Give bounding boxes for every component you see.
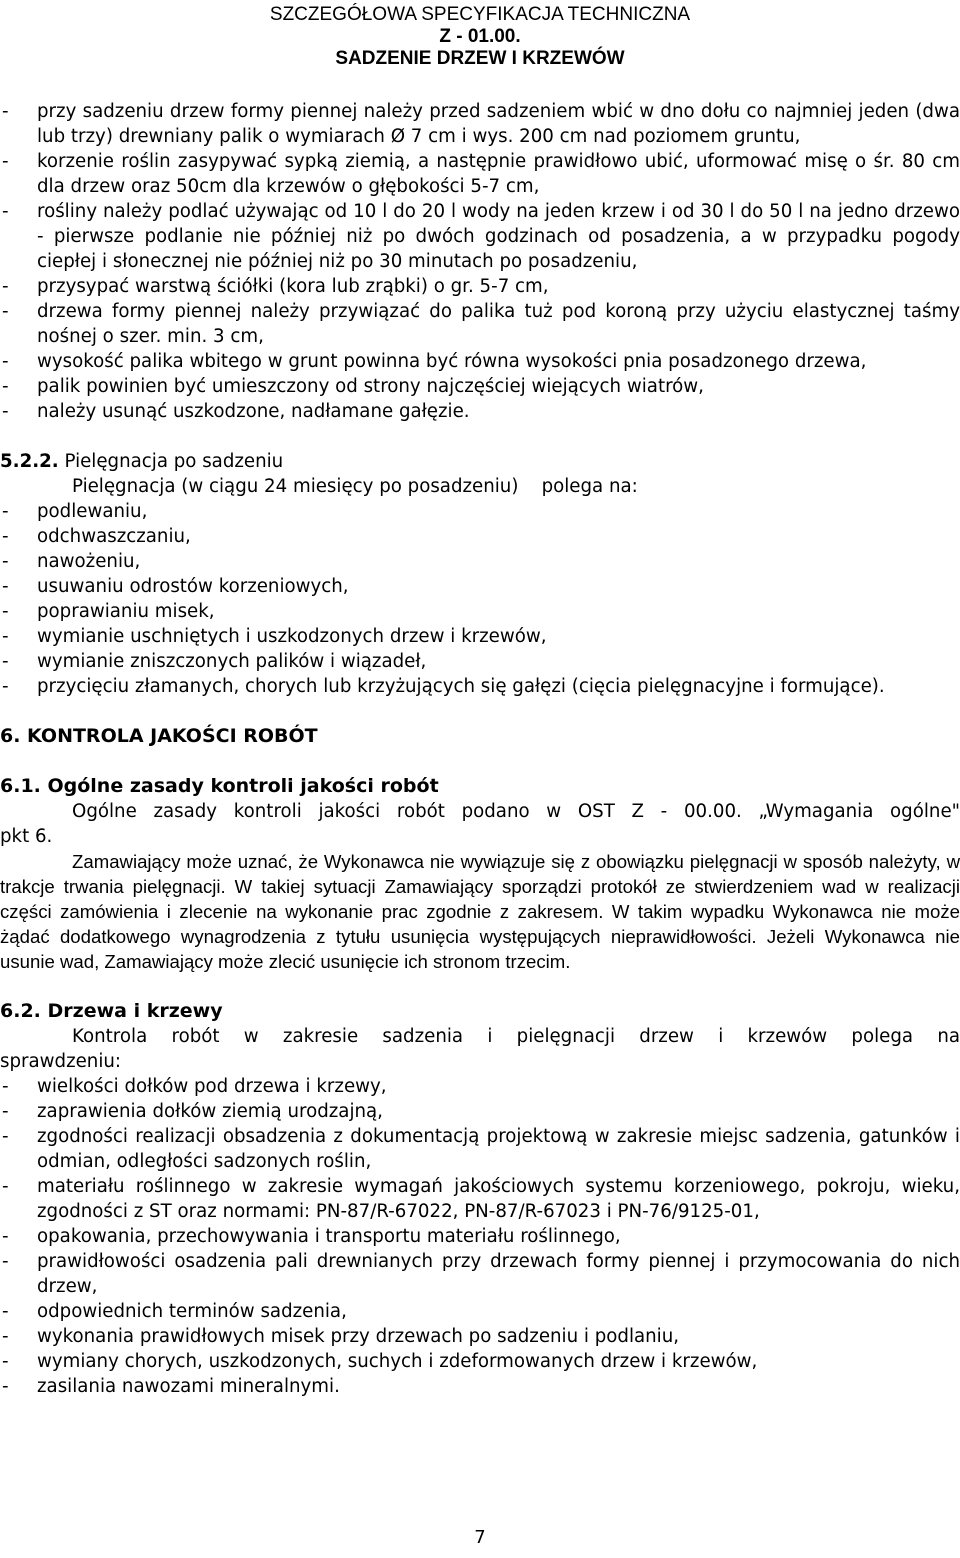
section-6-2-intro-line2: sprawdzeniu: xyxy=(0,1051,122,1072)
list-item: - zaprawienia dołków ziemią urodzajną, xyxy=(2,1101,383,1122)
list-item: - podlewaniu, xyxy=(2,501,148,522)
list-item: - palik powinien być umieszczony od strony najczęściej wiejących wiatrów, xyxy=(2,376,704,397)
list-item: - korzenie roślin zasypywać sypką ziemią, a następnie prawidłowo ubić, uformować misę o śr. 80 cm dla drzew oraz 50cm dla krzewów o głębokości 5-7 cm, xyxy=(2,151,960,197)
section-number: 5.2.2. xyxy=(0,451,59,472)
section-6-1-heading: 6.1. Ogólne zasady kontroli jakości robót xyxy=(0,775,439,797)
section-title: Pielęgnacja po sadzeniu xyxy=(64,451,284,472)
header-spec-title: SZCZEGÓŁOWA SPECYFIKACJA TECHNICZNA xyxy=(269,4,691,25)
page-number: 7 xyxy=(474,1527,486,1548)
inspection-list xyxy=(0,1074,960,1399)
list-item: - wysokość palika wbitego w grunt powinna być równa wysokości pnia posadzonego drzewa, xyxy=(2,351,867,372)
list-item: - prawidłowości osadzenia pali drewnianych przy drzewach formy piennej i przymocowania do nich drzew, xyxy=(2,1251,960,1297)
page-header xyxy=(250,4,710,70)
list-item: - zgodności realizacji obsadzenia z dokumentacją projektową w zakresie miejsc sadzenia, gatunków i odmian, odległości sadzonych roślin, xyxy=(2,1126,960,1172)
care-list xyxy=(0,499,960,699)
list-item: - przy sadzeniu drzew formy piennej należy przed sadzeniem wbić w dno dołu co najmniej jeden (dwa lub trzy) drewniany palik o wymiarach Ø 7 cm i wys. 200 cm nad poziomem gruntu, xyxy=(2,101,960,147)
document-body xyxy=(0,99,960,1399)
list-item: - wykonania prawidłowych misek przy drzewach po sadzeniu i podlaniu, xyxy=(2,1326,680,1347)
section-6-2-intro-line1: Kontrola robót w zakresie sadzenia i pielęgnacji drzew i krzewów polega na xyxy=(72,1026,960,1047)
section-5-2-2-heading xyxy=(0,449,960,474)
list-item: - wielkości dołków pod drzewa i krzewy, xyxy=(2,1076,387,1097)
section-5-2-2-intro: Pielęgnacja (w ciągu 24 miesięcy po posadzeniu) polega na: xyxy=(72,476,638,497)
header-subject: SADZENIE DRZEW I KRZEWÓW xyxy=(335,48,625,69)
list-item: - przysypać warstwą ściółki (kora lub zrąbki) o gr. 5-7 cm, xyxy=(2,276,549,297)
section-6-1-para2: Zamawiający może uznać, że Wykonawca nie wywiązuje się z obowiązku pielęgnacji w sposób należyty, w trakcje trwania pielęgnacji. W takiej sytuacji Zamawiający sporządzi protokół ze stwierdzeniem wad w realizacji części zamówienia i zlecenie na wykonanie prac zgodnie z zakresem. W takim wypadku Wykonawca nie może żądać dodatkowego wynagrodzenia z tytułu usunięcia występujących nieprawidłowości. Jeżeli Wykonawca nie usunie wad, Zamawiający może zlecić usunięcie ich stronom trzecim. xyxy=(0,851,960,972)
list-item: - rośliny należy podlać używając od 10 l do 20 l wody na jeden krzew i od 30 l do 50 l na jedno drzewo - pierwsze podlanie nie później niż po dwóch godzinach od posadzenia, a w przypadku pogody ciepłej i słonecznej nie później niż po 30 minutach po posadzeniu, xyxy=(2,201,960,272)
list-item: - należy usunąć uszkodzone, nadłamane gałęzie. xyxy=(2,401,470,422)
list-item: - drzewa formy piennej należy przywiązać do palika tuż pod koroną przy użyciu elastycznej taśmy nośnej o szer. min. 3 cm, xyxy=(2,301,960,347)
list-item: - opakowania, przechowywania i transportu materiału roślinnego, xyxy=(2,1226,621,1247)
planting-rules-list xyxy=(0,99,960,424)
section-6-1-para1-line1: Ogólne zasady kontroli jakości robót podano w OST Z - 00.00. „Wymagania ogólne" xyxy=(72,801,960,822)
list-item: - poprawianiu misek, xyxy=(2,601,215,622)
list-item: - odchwaszczaniu, xyxy=(2,526,191,547)
list-item: - nawożeniu, xyxy=(2,551,141,572)
list-item: - przycięciu złamanych, chorych lub krzyżujących się gałęzi (cięcia pielęgnacyjne i formujące). xyxy=(2,676,885,697)
list-item: - odpowiednich terminów sadzenia, xyxy=(2,1301,347,1322)
list-item: - usuwaniu odrostów korzeniowych, xyxy=(2,576,349,597)
section-6-2-heading: 6.2. Drzewa i krzewy xyxy=(0,1000,223,1022)
list-item: - wymianie zniszczonych palików i wiązadeł, xyxy=(2,651,427,672)
list-item: - wymiany chorych, uszkodzonych, suchych i zdeformowanych drzew i krzewów, xyxy=(2,1351,758,1372)
section-6-1-para1-line2: pkt 6. xyxy=(0,826,53,847)
header-code: Z - 01.00. xyxy=(439,26,521,47)
list-item: - wymianie uschniętych i uszkodzonych drzew i krzewów, xyxy=(2,626,547,647)
list-item: - zasilania nawozami mineralnymi. xyxy=(2,1376,340,1397)
section-6-heading: 6. KONTROLA JAKOŚCI ROBÓT xyxy=(0,725,318,747)
list-item: - materiału roślinnego w zakresie wymagań jakościowych systemu korzeniowego, pokroju, wieku, zgodności z ST oraz normami: PN-87/R-67022, PN-87/R-67023 i PN-76/9125-01, xyxy=(2,1176,960,1222)
